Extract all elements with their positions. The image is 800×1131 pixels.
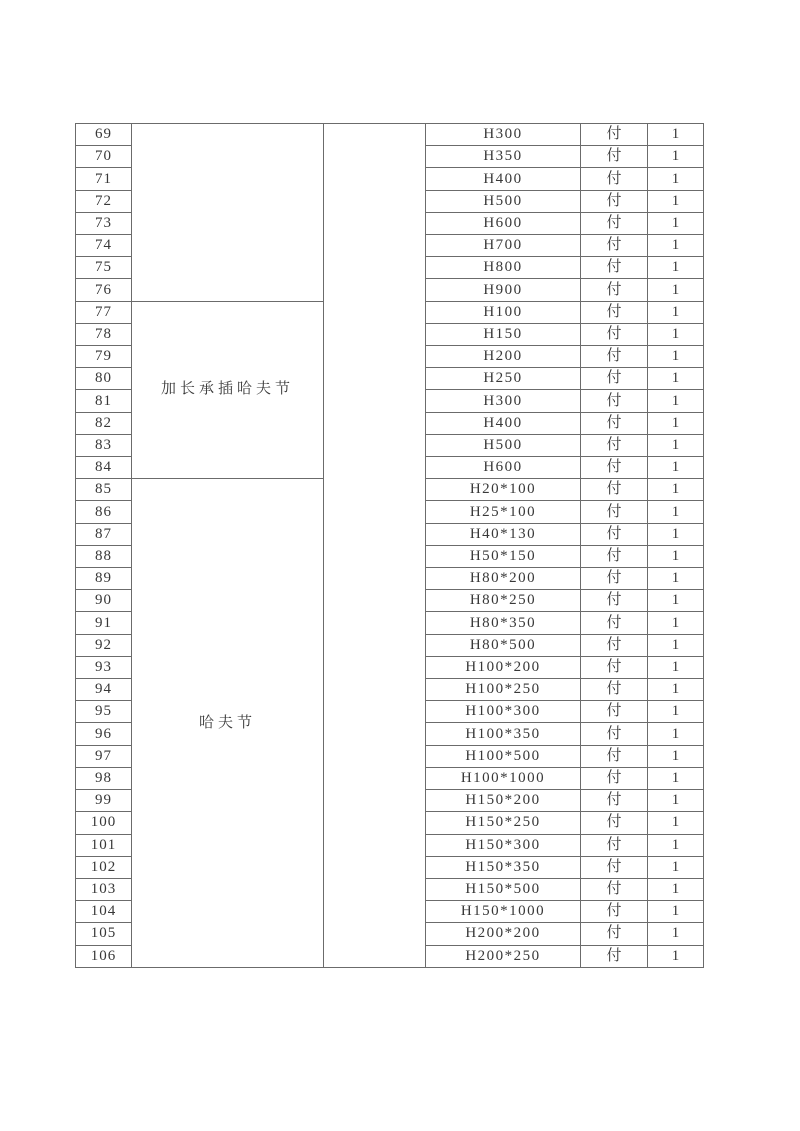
spec-cell: H150*350: [426, 856, 581, 878]
unit-cell: 付: [581, 323, 648, 345]
spec-cell: H500: [426, 434, 581, 456]
qty-cell: 1: [648, 279, 704, 301]
spec-cell: H150*1000: [426, 901, 581, 923]
spec-cell: H150*200: [426, 790, 581, 812]
spec-cell: H80*350: [426, 612, 581, 634]
qty-cell: 1: [648, 523, 704, 545]
row-number-cell: 104: [76, 901, 132, 923]
row-number-cell: 90: [76, 590, 132, 612]
qty-cell: 1: [648, 190, 704, 212]
row-number-cell: 80: [76, 368, 132, 390]
unit-cell: 付: [581, 790, 648, 812]
qty-cell: 1: [648, 479, 704, 501]
product-name-cell: [132, 124, 324, 302]
row-number-cell: 99: [76, 790, 132, 812]
qty-cell: 1: [648, 834, 704, 856]
product-name-cell: 哈夫节: [132, 479, 324, 968]
row-number-cell: 100: [76, 812, 132, 834]
spec-cell: H350: [426, 146, 581, 168]
unit-cell: 付: [581, 457, 648, 479]
unit-cell: 付: [581, 190, 648, 212]
qty-cell: 1: [648, 856, 704, 878]
spec-cell: H800: [426, 257, 581, 279]
qty-cell: 1: [648, 146, 704, 168]
row-number-cell: 93: [76, 656, 132, 678]
unit-cell: 付: [581, 235, 648, 257]
unit-cell: 付: [581, 945, 648, 967]
qty-cell: 1: [648, 412, 704, 434]
unit-cell: 付: [581, 501, 648, 523]
row-number-cell: 78: [76, 323, 132, 345]
unit-cell: 付: [581, 545, 648, 567]
spec-cell: H600: [426, 457, 581, 479]
unit-cell: 付: [581, 901, 648, 923]
unit-cell: 付: [581, 679, 648, 701]
row-number-cell: 102: [76, 856, 132, 878]
qty-cell: 1: [648, 590, 704, 612]
unit-cell: 付: [581, 723, 648, 745]
unit-cell: 付: [581, 634, 648, 656]
row-number-cell: 91: [76, 612, 132, 634]
row-number-cell: 92: [76, 634, 132, 656]
unit-cell: 付: [581, 701, 648, 723]
unit-cell: 付: [581, 390, 648, 412]
qty-cell: 1: [648, 501, 704, 523]
row-number-cell: 70: [76, 146, 132, 168]
spec-cell: H100*500: [426, 745, 581, 767]
qty-cell: 1: [648, 701, 704, 723]
spec-cell: H25*100: [426, 501, 581, 523]
row-number-cell: 69: [76, 124, 132, 146]
spec-cell: H700: [426, 235, 581, 257]
unit-cell: 付: [581, 279, 648, 301]
row-number-cell: 85: [76, 479, 132, 501]
row-number-cell: 98: [76, 767, 132, 789]
qty-cell: 1: [648, 124, 704, 146]
unit-cell: 付: [581, 878, 648, 900]
spec-cell: H40*130: [426, 523, 581, 545]
qty-cell: 1: [648, 457, 704, 479]
spec-cell: H100: [426, 301, 581, 323]
unit-cell: 付: [581, 168, 648, 190]
row-number-cell: 72: [76, 190, 132, 212]
row-number-cell: 82: [76, 412, 132, 434]
qty-cell: 1: [648, 568, 704, 590]
unit-cell: 付: [581, 612, 648, 634]
spec-cell: H100*200: [426, 656, 581, 678]
unit-cell: 付: [581, 301, 648, 323]
qty-cell: 1: [648, 878, 704, 900]
row-number-cell: 88: [76, 545, 132, 567]
spec-cell: H100*1000: [426, 767, 581, 789]
qty-cell: 1: [648, 368, 704, 390]
row-number-cell: 87: [76, 523, 132, 545]
spec-cell: H500: [426, 190, 581, 212]
spec-cell: H20*100: [426, 479, 581, 501]
qty-cell: 1: [648, 235, 704, 257]
qty-cell: 1: [648, 923, 704, 945]
qty-cell: 1: [648, 612, 704, 634]
qty-cell: 1: [648, 346, 704, 368]
table-row: [76, 124, 704, 146]
spec-cell: H300: [426, 390, 581, 412]
spec-cell: H100*300: [426, 701, 581, 723]
row-number-cell: 77: [76, 301, 132, 323]
spec-cell: H100*350: [426, 723, 581, 745]
unit-cell: 付: [581, 412, 648, 434]
unit-cell: 付: [581, 212, 648, 234]
row-number-cell: 84: [76, 457, 132, 479]
qty-cell: 1: [648, 257, 704, 279]
qty-cell: 1: [648, 301, 704, 323]
qty-cell: 1: [648, 745, 704, 767]
row-number-cell: 86: [76, 501, 132, 523]
spec-cell: H150*500: [426, 878, 581, 900]
spec-cell: H100*250: [426, 679, 581, 701]
unit-cell: 付: [581, 656, 648, 678]
product-name-cell: 加长承插哈夫节: [132, 301, 324, 479]
unit-cell: 付: [581, 257, 648, 279]
blank-column-cell: [324, 124, 426, 968]
spec-cell: H400: [426, 168, 581, 190]
qty-cell: 1: [648, 434, 704, 456]
qty-cell: 1: [648, 679, 704, 701]
parts-table-body: [76, 124, 704, 968]
row-number-cell: 89: [76, 568, 132, 590]
qty-cell: 1: [648, 945, 704, 967]
spec-cell: H80*200: [426, 568, 581, 590]
row-number-cell: 71: [76, 168, 132, 190]
spec-cell: H900: [426, 279, 581, 301]
qty-cell: 1: [648, 390, 704, 412]
row-number-cell: 97: [76, 745, 132, 767]
row-number-cell: 79: [76, 346, 132, 368]
unit-cell: 付: [581, 479, 648, 501]
unit-cell: 付: [581, 146, 648, 168]
qty-cell: 1: [648, 212, 704, 234]
unit-cell: 付: [581, 745, 648, 767]
row-number-cell: 73: [76, 212, 132, 234]
unit-cell: 付: [581, 368, 648, 390]
spec-cell: H200*250: [426, 945, 581, 967]
unit-cell: 付: [581, 434, 648, 456]
qty-cell: 1: [648, 790, 704, 812]
unit-cell: 付: [581, 124, 648, 146]
qty-cell: 1: [648, 656, 704, 678]
unit-cell: 付: [581, 523, 648, 545]
row-number-cell: 105: [76, 923, 132, 945]
unit-cell: 付: [581, 812, 648, 834]
row-number-cell: 96: [76, 723, 132, 745]
spec-cell: H400: [426, 412, 581, 434]
qty-cell: 1: [648, 634, 704, 656]
row-number-cell: 83: [76, 434, 132, 456]
unit-cell: 付: [581, 834, 648, 856]
qty-cell: 1: [648, 812, 704, 834]
row-number-cell: 75: [76, 257, 132, 279]
unit-cell: 付: [581, 923, 648, 945]
row-number-cell: 95: [76, 701, 132, 723]
row-number-cell: 76: [76, 279, 132, 301]
qty-cell: 1: [648, 767, 704, 789]
spec-cell: H150*300: [426, 834, 581, 856]
qty-cell: 1: [648, 723, 704, 745]
spec-cell: H300: [426, 124, 581, 146]
qty-cell: 1: [648, 168, 704, 190]
unit-cell: 付: [581, 590, 648, 612]
unit-cell: 付: [581, 568, 648, 590]
qty-cell: 1: [648, 901, 704, 923]
qty-cell: 1: [648, 545, 704, 567]
row-number-cell: 94: [76, 679, 132, 701]
row-number-cell: 106: [76, 945, 132, 967]
spec-cell: H200*200: [426, 923, 581, 945]
spec-cell: H80*500: [426, 634, 581, 656]
spec-cell: H250: [426, 368, 581, 390]
spec-cell: H600: [426, 212, 581, 234]
parts-table-grid: [75, 123, 704, 968]
spec-cell: H200: [426, 346, 581, 368]
spec-cell: H80*250: [426, 590, 581, 612]
row-number-cell: 101: [76, 834, 132, 856]
unit-cell: 付: [581, 767, 648, 789]
spec-cell: H50*150: [426, 545, 581, 567]
spec-cell: H150*250: [426, 812, 581, 834]
qty-cell: 1: [648, 323, 704, 345]
spec-cell: H150: [426, 323, 581, 345]
row-number-cell: 74: [76, 235, 132, 257]
parts-table: [75, 123, 703, 968]
unit-cell: 付: [581, 856, 648, 878]
row-number-cell: 103: [76, 878, 132, 900]
row-number-cell: 81: [76, 390, 132, 412]
unit-cell: 付: [581, 346, 648, 368]
